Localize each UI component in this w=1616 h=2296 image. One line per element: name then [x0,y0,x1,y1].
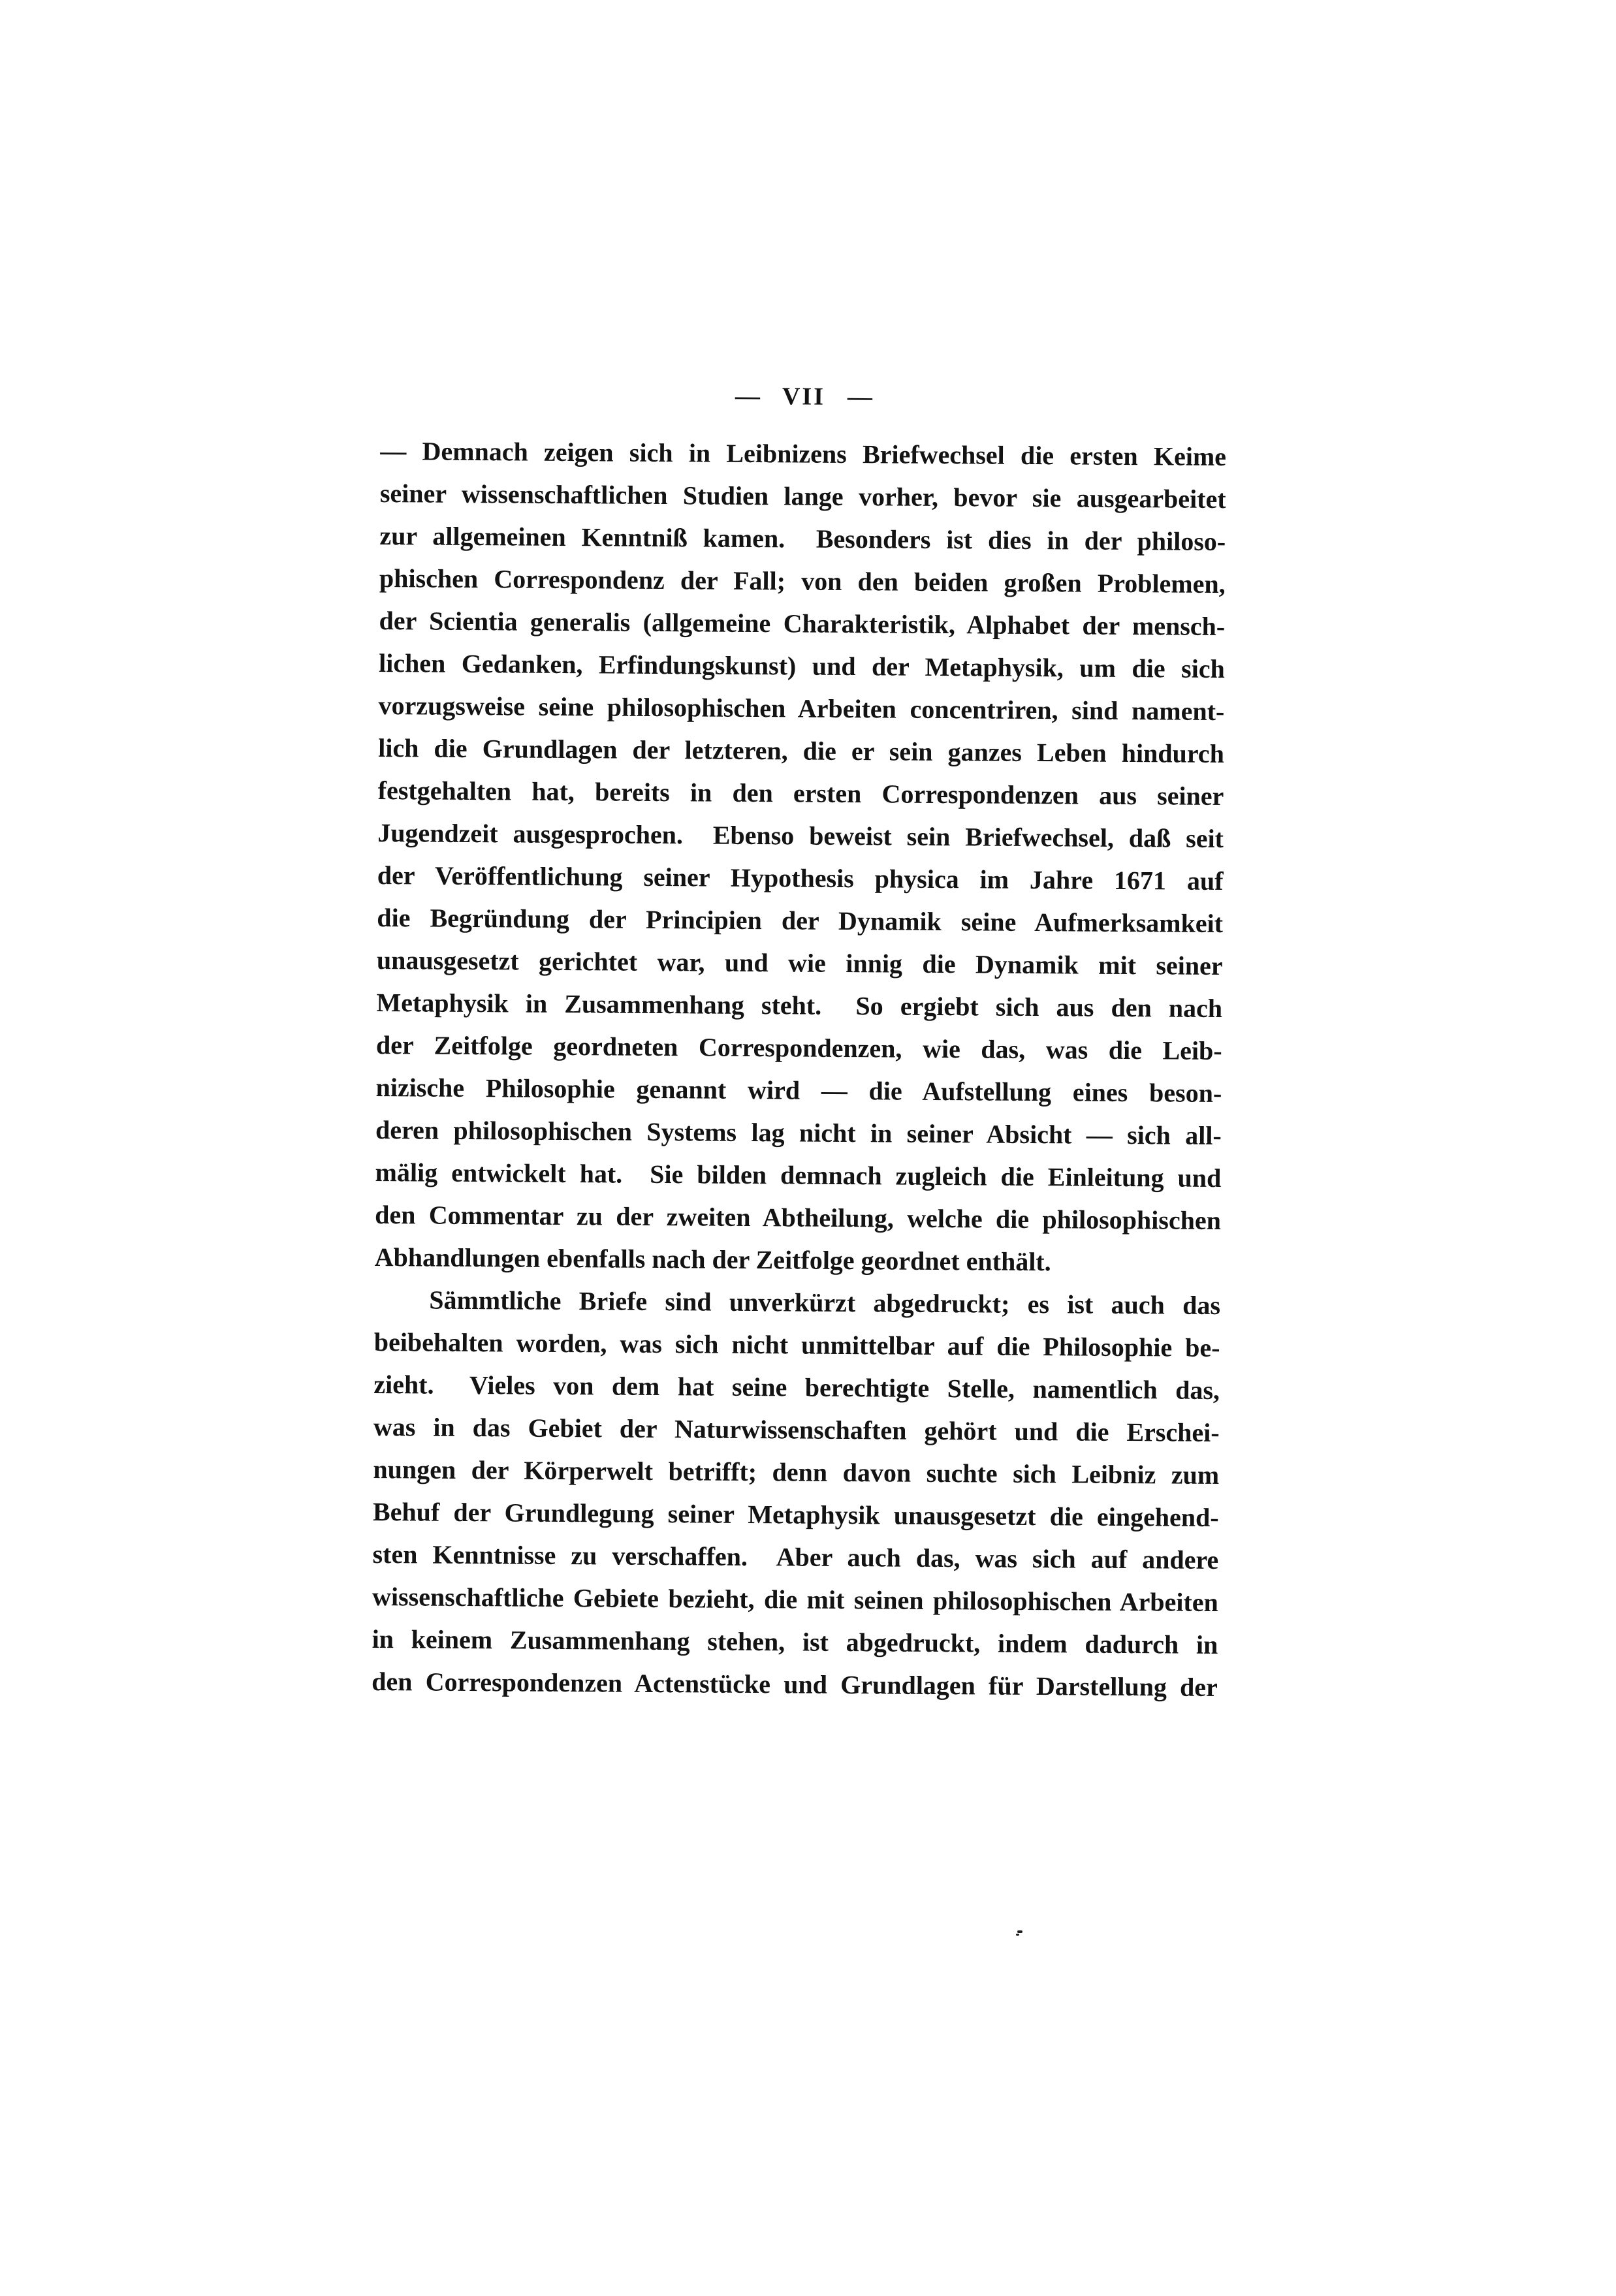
text-line-content: — Demnach zeigen sich in Leibnizens Briefwechsel die ersten Keime [380,435,1227,472]
text-line [377,939,1223,987]
text-line-content: der Scientia generalis (allgemeine Charakteristik, Alphabet der mensch- [379,605,1226,642]
text-line-content: zieht. Vieles von dem hat seine berechtigte Stelle, namentlich das, [373,1369,1220,1406]
text-line [377,896,1223,945]
page-number: VII [782,383,826,411]
paragraph [375,430,1227,1284]
text-line [376,1024,1222,1072]
text-line [379,642,1225,690]
text-line-content: der Veröffentlichung seiner Hypothesis physica im Jahre 1671 auf [377,860,1224,896]
paragraph [372,1278,1221,1708]
text-line-content: lichen Gedanken, Erfindungskunst) und der Metaphysik, um die sich [378,648,1225,684]
page-header [381,379,1227,415]
text-line-content: festgehalten hat, bereits in den ersten Correspondenzen aus seiner [377,775,1224,811]
text-line-content: phischen Correspondenz der Fall; von den beiden großen Problemen, [379,563,1226,599]
text-line-content: mälig entwickelt hat. Sie bilden demnach zugleich die Einleitung und [375,1157,1222,1193]
text-line-content: in keinem Zusammenhang stehen, ist abgedruckt, indem dadurch in [372,1624,1218,1659]
text-line-content: nungen der Körperwelt betrifft; denn davon suchte sich Leibniz zum [373,1454,1220,1490]
text-line [374,1321,1220,1369]
text-line [375,1151,1221,1199]
text-line-content: Jugendzeit ausgesprochen. Ebenso beweist sein Briefwechsel, daß seit [377,817,1224,854]
header-dash-right: — [847,383,873,411]
text-line [373,1490,1219,1539]
text-line-content: seiner wissenschaftlichen Studien lange vorher, bevor sie ausgearbeitet [379,478,1226,514]
text-line-content: Behuf der Grundlegung seiner Metaphysik unausgesetzt die eingehend- [372,1496,1219,1533]
text-line [378,727,1224,775]
header-dash-left: — [735,382,761,411]
text-line-content: den Correspondenzen Actenstücke und Grundlagen für Darstellung der [372,1666,1218,1702]
text-line-content: deren philosophischen Systems lag nicht in seiner Absicht — sich all- [375,1114,1222,1151]
text-line-content: nizische Philosophie genannt wird — die Aufstellung eines beson- [375,1072,1222,1109]
text-line [373,1448,1219,1496]
text-line [378,769,1224,817]
text-line [375,1066,1222,1114]
text-line [373,1406,1220,1454]
text-line-content: der Zeitfolge geordneten Correspondenzen, wie das, was die Leib- [375,1030,1222,1066]
text-line-content: lich die Grundlagen der letzteren, die er sein ganzes Leben hindurch [378,732,1225,769]
text-line [377,854,1224,902]
text-line [379,599,1225,648]
text-line [378,684,1224,732]
text-line-content: Abhandlungen ebenfalls nach der Zeitfolge geordnet enthält. [374,1242,1051,1277]
text-line [372,1575,1218,1624]
text-line [375,1236,1221,1284]
text-line [374,1278,1220,1327]
text-line-content: was in das Gebiet der Naturwissenschaften gehört und die Erschei- [373,1411,1220,1448]
text-block [372,430,1227,1708]
text-line [376,981,1222,1030]
text-line-content: wissenschaftliche Gebiete bezieht, die mit seinen philosophischen Arbeiten [372,1581,1218,1618]
text-line-content: Sämmtliche Briefe sind unverkürzt abgedruckt; es ist auch das [429,1285,1221,1321]
text-line-content: Metaphysik in Zusammenhang steht. So ergiebt sich aus den nach [376,987,1223,1024]
text-line [377,811,1224,860]
text-line [372,1660,1218,1708]
text-line [372,1533,1218,1581]
text-line-content: unausgesetzt gerichtet war, und wie innig die Dynamik mit seiner [376,945,1223,981]
text-line [372,1618,1218,1666]
text-line [380,472,1226,520]
text-line-content: vorzugsweise seine philosophischen Arbeiten concentriren, sind nament- [378,690,1225,727]
text-line [379,514,1226,563]
text-line [373,1363,1220,1411]
text-line-content: den Commentar zu der zweiten Abtheilung, welche die philosophischen [375,1199,1222,1236]
text-line-content: zur allgemeinen Kenntniß kamen. Besonders ist dies in der philoso- [379,520,1226,557]
ink-speck [1017,1930,1022,1933]
text-line [375,1109,1222,1157]
text-line-content: die Begründung der Principien der Dynamik seine Aufmerksamkeit [377,902,1224,939]
text-line [379,557,1226,605]
text-line-content: sten Kenntnisse zu verschaffen. Aber auch das, was sich auf andere [372,1539,1219,1575]
text-line [380,430,1226,478]
text-line [375,1193,1221,1242]
text-line-content: beibehalten worden, was sich nicht unmittelbar auf die Philosophie be- [373,1327,1220,1363]
